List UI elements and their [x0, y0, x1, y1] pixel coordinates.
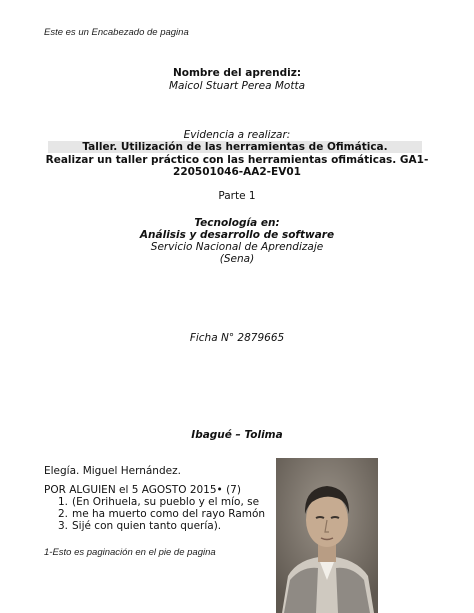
page-header: Este es un Encabezado de pagina	[44, 27, 189, 38]
portrait-illustration	[276, 458, 378, 613]
evidence-title: Taller. Utilización de las herramientas de Ofimática.	[48, 141, 422, 153]
apprentice-name: Maicol Stuart Perea Motta	[169, 80, 305, 92]
poem-title: Elegía. Miguel Hernández.	[44, 465, 181, 477]
poem-line: 2. me ha muerto como del rayo Ramón	[58, 508, 266, 520]
poem-line: 3. Sijé con quien tanto quería).	[58, 520, 222, 532]
poem-subtitle: POR ALGUIEN el 5 AGOSTO 2015• (7)	[44, 484, 241, 496]
ficha-number: Ficha N° 2879665	[189, 332, 285, 344]
poem-lines	[54, 496, 276, 532]
poem-line: 1. (En Orihuela, su pueblo y el mío, se	[58, 496, 260, 508]
evidence-description: Realizar un taller práctico con las herramientas ofimáticas. GA1-	[45, 154, 429, 166]
page-footer: 1-Esto es paginación en el pie de pagina	[44, 547, 216, 558]
program-label: Tecnología en:	[194, 217, 280, 229]
part-number: Parte 1	[218, 190, 256, 202]
evidence-code: 220501046-AA2-EV01	[173, 166, 301, 178]
institution-acronym: (Sena)	[219, 253, 255, 265]
portrait-photo	[276, 458, 378, 613]
location: Ibagué – Tolima	[191, 429, 283, 441]
program-name: Análisis y desarrollo de software	[139, 229, 335, 241]
evidence-label: Evidencia a realizar:	[183, 129, 291, 141]
institution-name: Servicio Nacional de Aprendizaje	[150, 241, 324, 253]
apprentice-label: Nombre del aprendiz:	[172, 67, 302, 79]
